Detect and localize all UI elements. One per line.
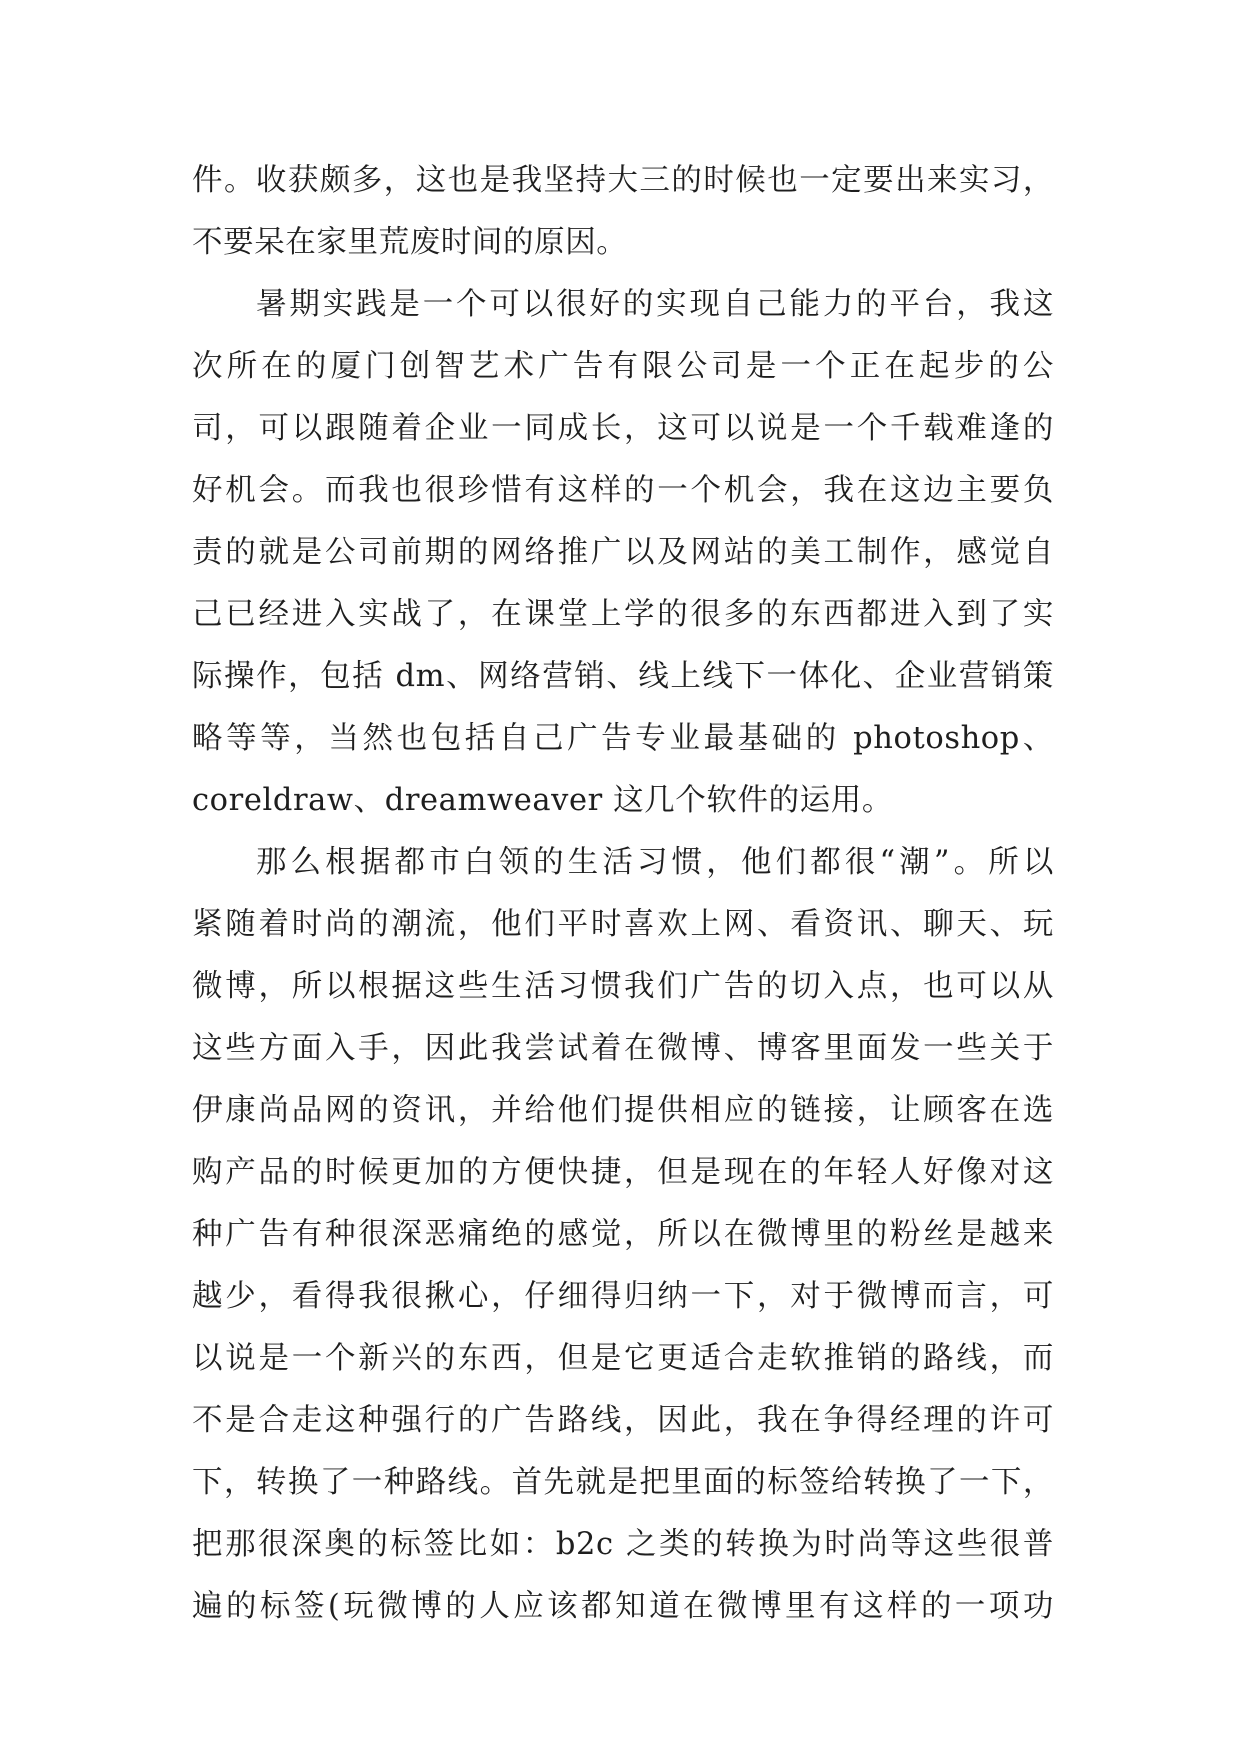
- text-line: 责的就是公司前期的网络推广以及网站的美工制作，感觉自: [192, 535, 1054, 570]
- text-line: 件。收获颇多，这也是我坚持大三的时候也一定要出来实习，: [192, 163, 1054, 198]
- text-line: 越少，看得我很揪心，仔细得归纳一下，对于微博而言，可: [192, 1279, 1054, 1314]
- paragraph-first-line: 那么根据都市白领的生活习惯，他们都很“潮”。所以: [256, 845, 1054, 880]
- text-line: 际操作，包括 dm、网络营销、线上线下一体化、企业营销策: [192, 659, 1054, 694]
- text-line: 次所在的厦门创智艺术广告有限公司是一个正在起步的公: [192, 349, 1054, 384]
- text-line: 微博，所以根据这些生活习惯我们广告的切入点，也可以从: [192, 969, 1054, 1004]
- text-line: 司，可以跟随着企业一同成长，这可以说是一个千载难逢的: [192, 411, 1054, 446]
- text-line: 下，转换了一种路线。首先就是把里面的标签给转换了一下，: [192, 1465, 1054, 1500]
- text-line: coreldraw、dreamweaver 这几个软件的运用。: [192, 783, 893, 818]
- paragraph-first-line: 暑期实践是一个可以很好的实现自己能力的平台，我这: [256, 287, 1054, 322]
- text-line: 不是合走这种强行的广告路线，因此，我在争得经理的许可: [192, 1403, 1054, 1438]
- text-line: 把那很深奥的标签比如：b2c 之类的转换为时尚等这些很普: [192, 1527, 1054, 1562]
- text-line: 伊康尚品网的资讯，并给他们提供相应的链接，让顾客在选: [192, 1093, 1054, 1128]
- text-line: 好机会。而我也很珍惜有这样的一个机会，我在这边主要负: [192, 473, 1054, 508]
- text-line: 己已经进入实战了，在课堂上学的很多的东西都进入到了实: [192, 597, 1054, 632]
- text-line: 略等等，当然也包括自己广告专业最基础的 photoshop、: [192, 721, 1054, 756]
- text-line: 不要呆在家里荒废时间的原因。: [192, 225, 628, 260]
- text-line: 购产品的时候更加的方便快捷，但是现在的年轻人好像对这: [192, 1155, 1054, 1190]
- text-line: 这些方面入手，因此我尝试着在微博、博客里面发一些关于: [192, 1031, 1054, 1066]
- text-line: 紧随着时尚的潮流，他们平时喜欢上网、看资讯、聊天、玩: [192, 907, 1054, 942]
- text-line: 遍的标签(玩微博的人应该都知道在微博里有这样的一项功: [192, 1589, 1054, 1624]
- text-line: 种广告有种很深恶痛绝的感觉，所以在微博里的粉丝是越来: [192, 1217, 1054, 1252]
- body-text: [192, 150, 1054, 1638]
- text-line: 以说是一个新兴的东西，但是它更适合走软推销的路线，而: [192, 1341, 1054, 1376]
